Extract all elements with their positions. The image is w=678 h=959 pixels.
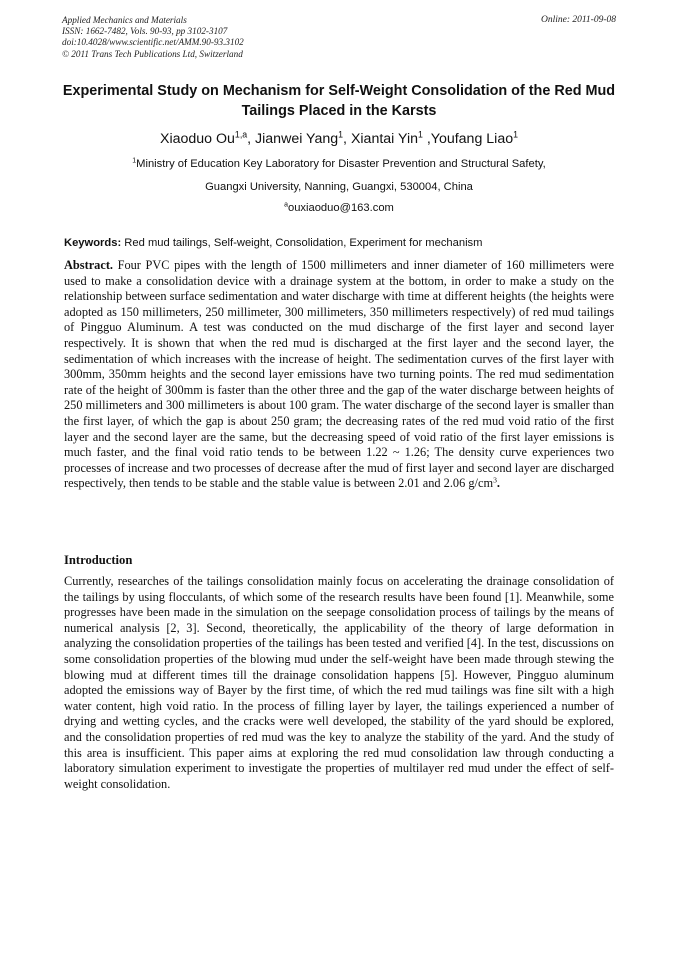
author-sup: 1,a	[234, 129, 248, 140]
affiliation-line-2: Guangxi University, Nanning, Guangxi, 530004, China	[205, 181, 473, 193]
paper-title: Experimental Study on Mechanism for Self-Weight Consolidation of the Red Mud Tailings Placed in the Karsts	[62, 83, 616, 119]
abstract	[64, 258, 614, 492]
keywords	[64, 236, 624, 250]
online-date: Online: 2011-09-08	[540, 15, 616, 25]
introduction-text: Currently, researches of the tailings consolidation mainly focus on accelerating the drainage consolidation of the tailings by using flocculants, of which some of the research results have been found [1]. Meanwhile, some progresses have been made in the simulation on the seepage consolidation process of tailings by the means of numerical analysis [2, 3]. Second, theoretically, the applicability of the theory of large deformation in analyzing the consolidation properties of the tailings has been tested and verified [4]. In the test, discussions on some consolidation properties of the blowing mud under the self-weight have been made through stewing the blowing mud at different times till the drainage consolidation happens [5]. However, Pingguo aluminum adopted the emissions way of Bayer by the first time, of which the red mud tailings was fine silt with a high water content, high void ratio. In the process of filling layer by layer, the tailings experienced a number of drying and wetting cycles, and the cracks were well developed, the stability of the yard should be explored, and the consolidation properties of red mud was the key to analyze the stability of the yard. And the study of this area is insufficient. This paper aims at exploring the red mud consolidation law through conducting a laboratory simulation experiment to investigate the properties of multilayer red mud under the effect of self-weight consolidation.	[64, 574, 614, 791]
author-name: Xiaoduo Ou	[159, 131, 235, 147]
author-sup: 1	[513, 129, 519, 140]
keywords-text: Red mud tailings, Self-weight, Consolidation, Experiment for mechanism	[121, 237, 483, 249]
author-name: Xiantai Yin	[350, 131, 418, 147]
author-sup: 1	[417, 129, 423, 140]
section-heading-introduction: Introduction	[64, 553, 133, 567]
journal-copyright: © 2011 Trans Tech Publications Ltd, Switzerland	[62, 48, 243, 59]
abstract-text: Four PVC pipes with the length of 1500 millimeters and inner diameter of 160 millimeters were used to make a consolidation device with a drainage system at the bottom, in order to make a study on the relationship between surface sedimentation and water discharge with time at different heights (the heights were adopted as 150 millimeters, 250 millimeter, 300 millimeters, 350 millimeters respectively) of red mud tailings of Pingguo Aluminum. A test was conducted on the mud discharge of the first layer and second layer respectively. It is shown that when the red mud is discharged at the first layer and the second layer, the sedimentation of which increases with the increase of height. The sedimentation curves of the first layer with 300mm, 350mm heights and the second layer emissions have two turning points. The red mud sedimentation rate of the height of 300mm is faster than the other three and the gap of the water discharge between heights of 250 millimeters and 300 millimeters is about 100 gram. The water discharge of the second layer is smaller than the first layer, of which the gap is about 250 gram; the decreasing rates of the red mud void ratio of the first layer and the second layer are the same, but the decreasing speed of void ratio of the first layer emissions is much faster, and the final void ratio tends to be between 1.22 ~ 1.26; The density curve experiences two processes of increase and two processes of decrease after the mud of first layer and second layer are discharged respectively, then tends to be stable and the stable value is between 2.01 and 2.06 g/cm	[64, 258, 614, 491]
journal-issn: ISSN: 1662-7482, Vols. 90-93, pp 3102-3107	[62, 26, 228, 37]
email-sup: a	[284, 201, 288, 209]
keywords-label: Keywords:	[64, 237, 122, 249]
affiliation-text: Ministry of Education Key Laboratory for Disaster Prevention and Structural Safety,	[136, 158, 546, 170]
author-list	[52, 130, 626, 148]
affiliation-sup: 1	[132, 157, 137, 165]
author-separator: ,	[343, 131, 351, 147]
author-separator: ,	[247, 131, 256, 147]
journal-doi: doi:10.4028/www.scientific.net/AMM.90-93.3102	[62, 37, 244, 48]
author-separator: ,	[422, 131, 431, 147]
abstract-label: Abstract.	[64, 258, 114, 272]
unit-superscript: 3	[493, 475, 497, 485]
email-text: ouxiaoduo@163.com	[287, 202, 394, 214]
author-email	[52, 201, 626, 215]
journal-info	[62, 15, 362, 60]
author-name: Jianwei Yang	[255, 131, 339, 147]
author-sup: 1	[338, 129, 344, 140]
journal-name: Applied Mechanics and Materials	[62, 15, 187, 25]
affiliation-line-1	[52, 157, 626, 171]
author-name: Youfang Liao	[430, 131, 514, 147]
abstract-end: .	[496, 476, 500, 491]
